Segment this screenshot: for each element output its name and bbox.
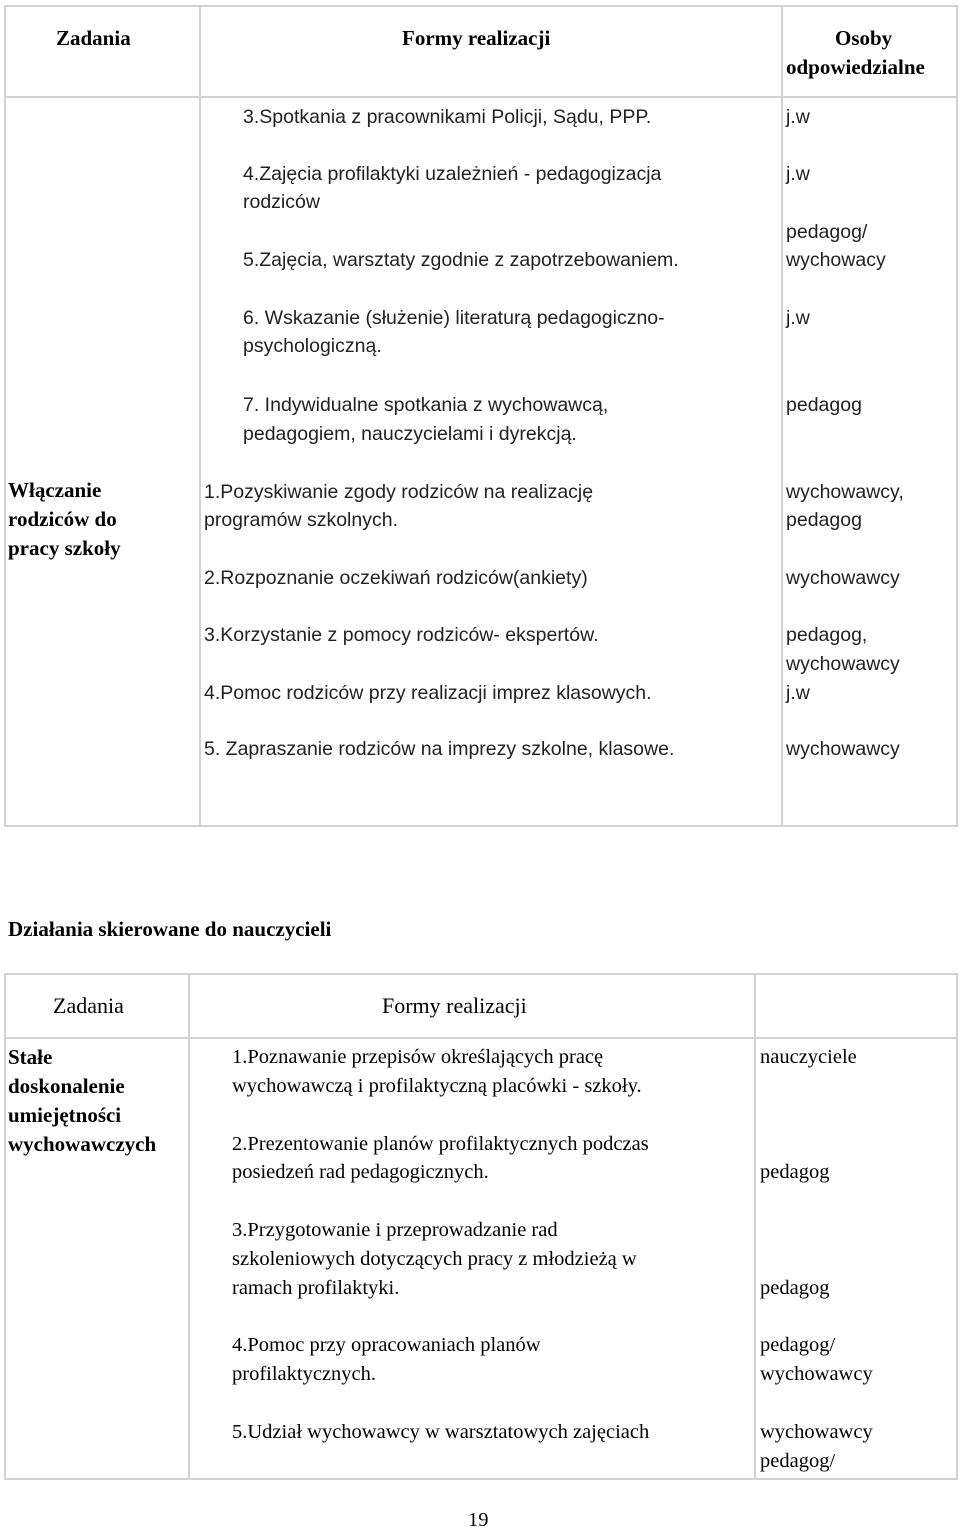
list-item: wychowawczą i profilaktyczną placówki - szkoły. [232, 1075, 642, 1097]
responsible-person: j.w [786, 307, 810, 329]
list-item: 7. Indywidualne spotkania z wychowawcą, [243, 394, 609, 416]
list-item: 1.Poznawanie przepisów określających pracę [232, 1046, 604, 1068]
table-border [4, 5, 958, 7]
table-border [754, 973, 756, 1480]
responsible-person: j.w [786, 163, 810, 185]
section-title: Działania skierowane do nauczycieli [8, 917, 332, 941]
table-border [956, 5, 958, 827]
table-border [4, 973, 6, 1480]
responsible-person: wychowacy [786, 249, 886, 271]
list-item: 5. Zapraszanie rodziców na imprezy szkolne, klasowe. [204, 738, 675, 760]
responsible-person: pedagog/ [760, 1450, 836, 1472]
table-border [4, 5, 6, 827]
table-border [781, 5, 783, 827]
responsible-person: pedagog/ [760, 1334, 836, 1356]
list-item: pedagogiem, nauczycielami i dyrekcją. [243, 423, 577, 445]
table-border [4, 973, 958, 975]
responsible-person: pedagog [786, 509, 862, 531]
header-odpowiedzialne: odpowiedzialne [786, 55, 925, 79]
responsible-person: wychowawcy [786, 567, 900, 589]
responsible-person: j.w [786, 106, 810, 128]
table-border [4, 1037, 958, 1039]
header-formy-realizacji: Formy realizacji [402, 26, 551, 50]
table-border [4, 1478, 958, 1480]
list-item: 2.Rozpoznanie oczekiwań rodziców(ankiety) [204, 567, 588, 589]
task-label: Włączanie [8, 478, 102, 502]
header-formy-realizacji: Formy realizacji [382, 993, 527, 1018]
task-label: rodziców do [8, 507, 117, 531]
responsible-person: wychowawcy [760, 1363, 873, 1385]
list-item: posiedzeń rad pedagogicznych. [232, 1161, 489, 1183]
list-item: 3.Spotkania z pracownikami Policji, Sądu, PPP. [243, 106, 652, 128]
list-item: 2.Prezentowanie planów profilaktycznych podczas [232, 1133, 649, 1155]
responsible-person: wychowawcy [786, 738, 900, 760]
responsible-person: wychowawcy, [786, 481, 904, 503]
list-item: programów szkolnych. [204, 509, 398, 531]
table-border [4, 825, 958, 827]
list-item: 3.Przygotowanie i przeprowadzanie rad [232, 1219, 558, 1241]
responsible-person: pedagog [760, 1277, 830, 1299]
responsible-person: pedagog [760, 1161, 830, 1183]
responsible-person: j.w [786, 682, 810, 704]
list-item: 5.Udział wychowawcy w warsztatowych zajęciach [232, 1421, 650, 1443]
table-border [956, 973, 958, 1480]
responsible-person: pedagog/ [786, 221, 868, 243]
responsible-person: pedagog [786, 394, 862, 416]
list-item: 4.Pomoc rodziców przy realizacji imprez klasowych. [204, 682, 652, 704]
list-item: psychologiczną. [243, 335, 382, 357]
list-item: profilaktycznych. [232, 1363, 377, 1385]
table-border [4, 96, 958, 98]
responsible-person: wychowawcy [760, 1421, 873, 1443]
table-border [188, 973, 190, 1480]
list-item: 1.Pozyskiwanie zgody rodziców na realizację [204, 481, 594, 503]
header-osoby: Osoby [835, 26, 893, 50]
responsible-person: wychowawcy [786, 653, 900, 675]
list-item: 4.Zajęcia profilaktyki uzależnień - pedagogizacja [243, 163, 662, 185]
list-item: 3.Korzystanie z pomocy rodziców- ekspertów. [204, 624, 599, 646]
header-zadania: Zadania [53, 993, 124, 1018]
list-item: 4.Pomoc przy opracowaniach planów [232, 1334, 541, 1356]
task-label: wychowawczych [8, 1132, 157, 1156]
list-item: 5.Zajęcia, warsztaty zgodnie z zapotrzebowaniem. [243, 249, 679, 271]
task-label: Stałe [8, 1045, 53, 1069]
list-item: ramach profilaktyki. [232, 1277, 400, 1299]
list-item: rodziców [243, 191, 320, 213]
task-label: umiejętności [8, 1103, 122, 1127]
task-label: pracy szkoły [8, 536, 121, 560]
header-zadania: Zadania [56, 26, 131, 50]
page-number: 19 [468, 1509, 489, 1531]
list-item: szkoleniowych dotyczących pracy z młodzieżą w [232, 1248, 637, 1270]
task-label: doskonalenie [8, 1074, 125, 1098]
list-item: 6. Wskazanie (służenie) literaturą pedagogiczno- [243, 307, 665, 329]
responsible-person: pedagog, [786, 624, 868, 646]
table-border [199, 5, 201, 827]
responsible-person: nauczyciele [760, 1046, 857, 1068]
